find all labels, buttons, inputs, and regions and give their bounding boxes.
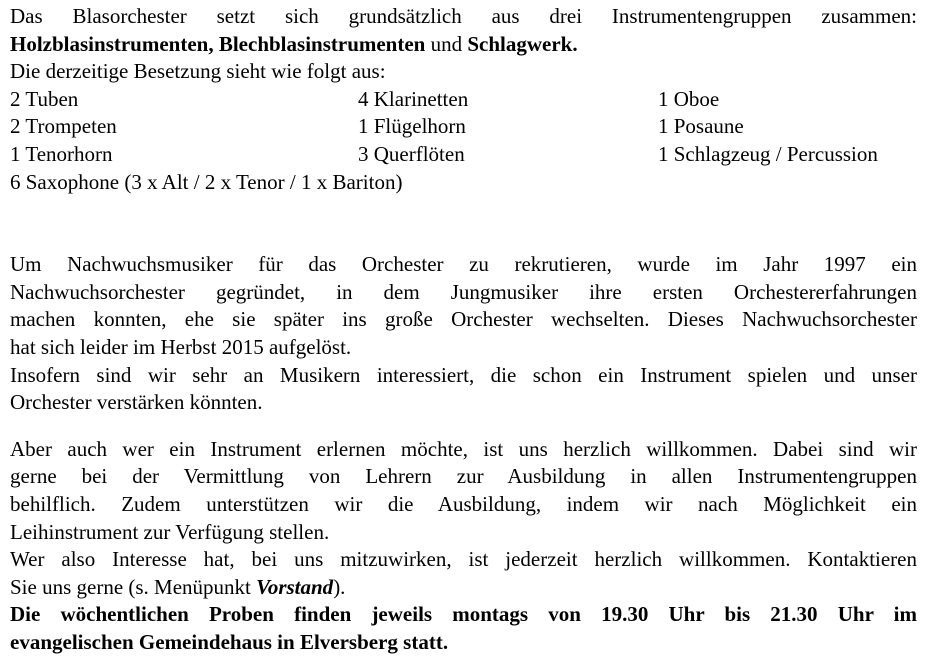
group-end: . — [572, 31, 578, 56]
instrument-cell: 4 Klarinetten — [358, 86, 469, 111]
group-brass: Blechblasinstrumenten — [218, 31, 426, 56]
group-separator-2: und — [425, 31, 468, 56]
p2-line-4: hat sich leider im Herbst 2015 aufgelöst. — [10, 334, 352, 359]
instrument-cell: 1 Oboe — [658, 86, 720, 111]
p2-line-2: Nachwuchsorchester gegründet, in dem Jungmusiker ihre ersten Orchestererfahrungen — [10, 279, 917, 304]
p2-line-1: Um Nachwuchsmusiker für das Orchester zu rekrutieren, wurde im Jahr 1997 ein — [10, 252, 917, 277]
vorstand-menu-reference: Vorstand — [256, 574, 334, 599]
intro-line-1: Das Blasorchester setzt sich grundsätzlich aus drei Instrumentengruppen zusammen: — [10, 4, 917, 28]
contact-suffix: ). — [333, 574, 346, 599]
p2-line-5: Insofern sind wir sehr an Musikern interessiert, die schon ein Instrument spielen und unser — [10, 362, 917, 387]
contact-prefix: Sie uns gerne (s. Menüpunkt — [10, 574, 257, 599]
instrument-cell: 1 Posaune — [658, 114, 744, 139]
p3-line-1: Aber auch wer ein Instrument erlernen möchte, ist uns herzlich willkommen. Dabei sind wir — [10, 436, 917, 461]
paragraph-gap — [10, 196, 917, 251]
intro-groups-line — [10, 31, 917, 59]
instrument-cell: 3 Querflöten — [358, 141, 465, 166]
instrument-cell: 1 Flügelhorn — [358, 114, 466, 139]
group-percussion: Schlagwerk — [467, 31, 573, 56]
p3-line-4: Leihinstrument zur Verfügung stellen. — [10, 519, 330, 544]
instrument-row-1 — [10, 86, 917, 114]
group-woodwind: Holzblasinstrumenten — [10, 31, 209, 56]
instrument-cell: 1 Schlagzeug / Percussion — [658, 141, 878, 166]
p3-line-5: Wer also Interesse hat, bei uns mitzuwirken, ist jederzeit herzlich willkommen. Kontaktieren — [10, 547, 917, 572]
instrument-cell: 2 Trompeten — [10, 114, 117, 139]
p2-line-6: Orchester verstärken könnten. — [10, 390, 263, 415]
rehearsal-line-1: Die wöchentlichen Proben finden jeweils montags von 19.30 Uhr bis 21.30 Uhr im — [10, 602, 917, 627]
group-separator-1: , — [208, 31, 219, 56]
saxophone-line: 6 Saxophone (3 x Alt / 2 x Tenor / 1 x Bariton) — [10, 169, 403, 194]
instrument-row-2 — [10, 113, 917, 141]
instrument-row-3 — [10, 141, 917, 169]
instrument-cell: 2 Tuben — [10, 86, 79, 111]
p2-line-3: machen konnten, ehe sie später ins große Orchester wechselten. Dieses Nachwuchsorchester — [10, 307, 917, 332]
p3-line-3: behilflich. Zudem unterstützen wir die Ausbildung, indem wir nach Möglichkeit ein — [10, 491, 917, 516]
p3-line-6 — [10, 574, 917, 602]
instrument-cell: 1 Tenorhorn — [10, 141, 113, 166]
rehearsal-line-2: evangelischen Gemeindehaus in Elversberg statt. — [10, 629, 449, 654]
p3-line-2: gerne bei der Vermittlung von Lehrern zur Ausbildung in allen Instrumentengruppen — [10, 464, 917, 489]
paragraph-gap — [10, 417, 917, 436]
intro-line-3: Die derzeitige Besetzung sieht wie folgt aus: — [10, 59, 386, 84]
